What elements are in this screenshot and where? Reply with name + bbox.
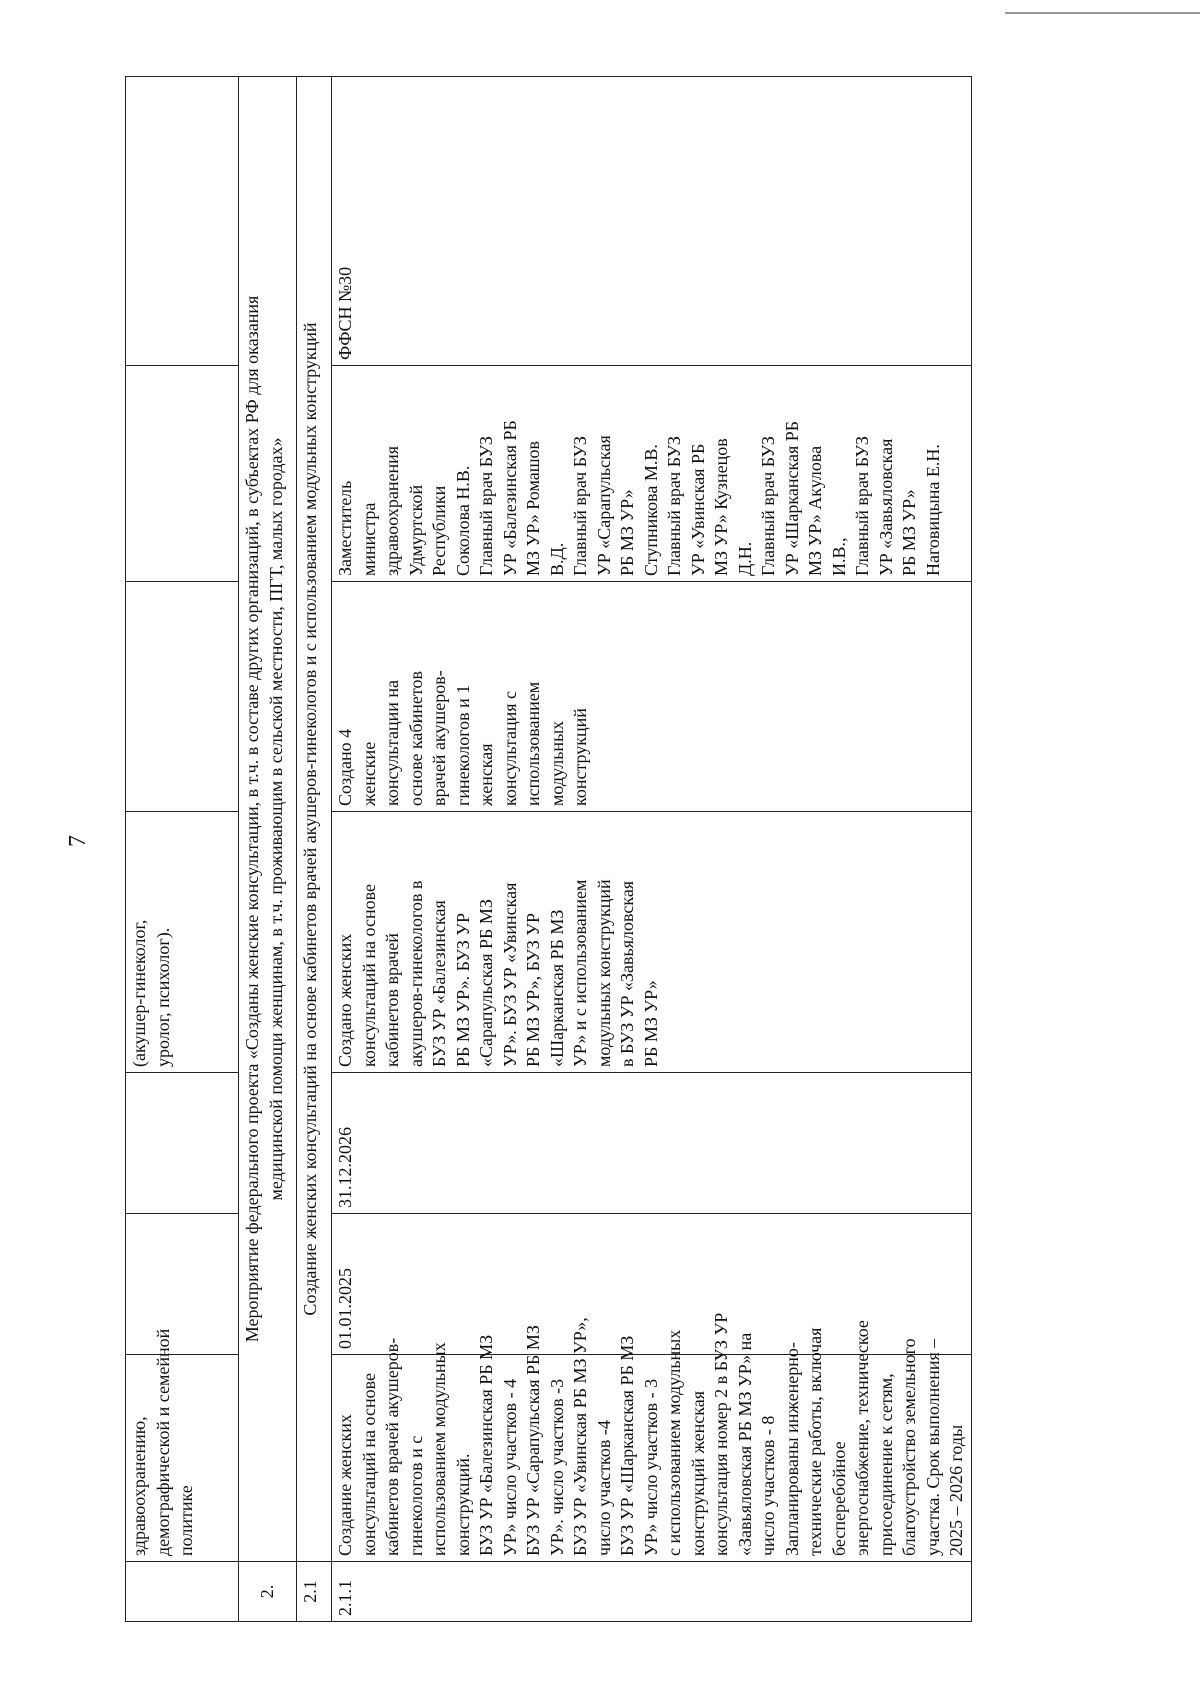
responsible-line: МЗ УР» Акулова — [805, 445, 825, 576]
item-indicator — [332, 582, 972, 812]
description-line: Запланированы инженерно- — [781, 1342, 802, 1556]
description-line: гинекологов и с — [405, 1435, 426, 1556]
cell-start — [126, 1214, 239, 1355]
description-line: присоединение к сетям, — [875, 1373, 896, 1556]
result-line: «Сарапульская РБ МЗ — [476, 899, 496, 1067]
responsible-line: РБ МЗ УР» — [899, 489, 919, 576]
responsible-line: Наговицына Е.Н. — [922, 444, 943, 576]
cell-result — [126, 812, 239, 1073]
description-line: 2025 – 2026 годы — [946, 1424, 966, 1556]
indicator-line: модульных — [546, 720, 567, 806]
description-line: конструкций. — [452, 1453, 473, 1556]
result-line: УР». БУЗ УР «Увинская — [499, 882, 520, 1067]
indicator-line: консультации на — [382, 679, 402, 806]
result-line: в БУЗ УР «Завьяловская — [617, 880, 637, 1067]
continuation-result-line: (акушер-гинеколог, — [129, 919, 149, 1067]
responsible-line: МЗ УР» Кузнецов — [711, 438, 731, 576]
page-number: 7 — [65, 835, 91, 847]
indicator-line: конструкций — [570, 708, 590, 806]
description-line: энергоснабжение, техническое — [852, 1320, 872, 1556]
section-title-line: медицинской помощи женщинам, в т.ч. проживающим в сельской местности, ПГТ, малых городах» — [265, 437, 286, 1201]
item-start-date: 01.01.2025 — [332, 1214, 972, 1355]
description-line: с использованием модульных — [664, 1329, 684, 1556]
continuation-description-line: здравоохранению, — [129, 1416, 149, 1556]
description-line: число участков -4 — [593, 1420, 614, 1556]
description-line: БУЗ УР «Шарканская РБ МЗ — [617, 1335, 637, 1556]
responsible-line: МЗ УР» Ромашов — [523, 440, 543, 576]
plan-table — [125, 76, 972, 1622]
indicator-line: Создано 4 — [335, 728, 355, 806]
rotated-table-page — [125, 77, 1065, 1622]
description-line: УР» число участков - 3 — [640, 1378, 661, 1556]
responsible-line: здравоохранения — [382, 445, 402, 576]
responsible-line: УР «Балезинская РБ — [499, 420, 520, 576]
item-number: 2.1.1 — [332, 1562, 972, 1622]
responsible-line: Главный врач БУЗ — [852, 436, 872, 576]
result-line: РБ МЗ УР», БУЗ УР — [523, 912, 543, 1067]
description-line: УР» число участков - 4 — [499, 1378, 520, 1556]
section-title — [239, 77, 297, 1562]
continuation-row — [126, 77, 239, 1622]
responsible-line: Главный врач БУЗ — [570, 436, 590, 576]
result-line: акушеров-гинекологов в — [405, 880, 426, 1067]
description-line: консультаций на основе — [358, 1373, 379, 1556]
result-line: РБ МЗ УР» — [640, 980, 661, 1067]
description-line: бесперебойное — [828, 1441, 849, 1556]
description-line: БУЗ УР «Сарапульская РБ МЗ — [523, 1325, 543, 1556]
description-line: конструкций женская — [687, 1391, 708, 1556]
result-line: «Шарканская РБ МЗ — [546, 909, 567, 1067]
responsible-line: В.Д. — [546, 542, 567, 576]
indicator-line: женская — [476, 743, 496, 806]
responsible-line: И.В., — [828, 537, 849, 576]
indicator-line: врачей акушеров- — [429, 670, 449, 806]
result-line: Создано женских — [335, 933, 355, 1067]
description-line: Создание женских — [335, 1414, 355, 1556]
description-line: УР». число участков -3 — [546, 1378, 567, 1556]
item-end-date: 31.12.2026 — [332, 1073, 972, 1214]
continuation-description-line: демографической и семейной — [152, 1328, 173, 1556]
top-edge-line — [1005, 12, 1200, 14]
responsible-line: УР «Завьяловская — [875, 438, 896, 576]
description-line: число участков - 8 — [758, 1415, 778, 1556]
responsible-line: УР «Шарканская РБ — [781, 420, 802, 576]
description-line: БУЗ УР «Увинская РБ МЗ УР», — [570, 1317, 590, 1556]
description-line: кабинетов врачей акушеров- — [382, 1337, 402, 1556]
responsible-line: министра — [358, 502, 379, 576]
continuation-result-line: уролог, психолог). — [152, 927, 173, 1067]
cell-number — [126, 1562, 239, 1622]
responsible-line: Республики — [429, 485, 449, 576]
responsible-line: Главный врач БУЗ — [476, 436, 496, 576]
indicator-line: консультация с — [499, 690, 520, 806]
section-2-1-row — [297, 77, 332, 1622]
result-line: БУЗ УР «Балезинская — [429, 900, 449, 1067]
continuation-description-line: политике — [176, 1485, 196, 1556]
cell-description — [126, 1328, 239, 1562]
description-line: «Завьяловская РБ МЗ УР» на — [734, 1332, 755, 1556]
cell-indicator — [126, 582, 239, 812]
responsible-line: Заместитель — [335, 480, 355, 576]
result-line: консультаций на основе — [358, 884, 379, 1067]
row-2-1-1 — [332, 77, 972, 1622]
result-line: УР» и с использованием — [570, 879, 590, 1067]
cell-responsible — [126, 366, 239, 582]
indicator-line: использованием — [523, 681, 543, 806]
subsection-number: 2.1 — [297, 1562, 332, 1622]
description-line: консультация номер 2 в БУЗ УР — [711, 1312, 731, 1556]
item-responsible — [332, 366, 972, 582]
item-document: ФФСН №30 — [332, 77, 972, 366]
description-line: технические работы, включая — [805, 1327, 825, 1556]
result-line: модульных конструкций — [593, 879, 614, 1067]
responsible-line: УР «Сарапульская — [593, 435, 614, 576]
item-description — [332, 1312, 972, 1562]
responsible-line: Д.Н. — [734, 541, 755, 576]
responsible-line: Главный врач БУЗ — [758, 436, 778, 576]
item-result — [332, 812, 972, 1073]
section-2-row — [239, 77, 297, 1622]
responsible-line: Соколова Н.В. — [452, 465, 473, 576]
subsection-title: Создание женских консультаций на основе кабинетов врачей акушеров-гинекологов и с использованием модульных конструкций — [297, 77, 332, 1562]
result-line: кабинетов врачей — [382, 933, 402, 1067]
cell-document — [126, 77, 239, 366]
responsible-line: РБ МЗ УР» — [617, 489, 637, 576]
indicator-line: гинекологов и 1 — [452, 684, 473, 806]
responsible-line: Удмуртской — [405, 484, 426, 576]
responsible-line: УР «Увинская РБ — [687, 443, 708, 576]
description-line: благоустройство земельного — [899, 1338, 919, 1556]
indicator-line: женские — [358, 741, 379, 806]
section-title-line: Мероприятие федерального проекта «Созданы женские консультации, в т.ч. в составе других организаций, в субъектах РФ для оказания — [242, 295, 262, 1343]
description-line: БУЗ УР «Балезинская РБ МЗ — [476, 1334, 496, 1556]
responsible-line: Ступникова М.В. — [640, 444, 661, 576]
responsible-line: Главный врач БУЗ — [664, 436, 684, 576]
cell-end — [126, 1073, 239, 1214]
section-number: 2. — [239, 1562, 297, 1622]
description-line: участка. Срок выполнения – — [922, 1338, 943, 1556]
description-line: использованием модульных — [429, 1342, 449, 1556]
result-line: РБ МЗ УР». БУЗ УР — [452, 912, 473, 1067]
indicator-line: основе кабинетов — [405, 671, 426, 806]
